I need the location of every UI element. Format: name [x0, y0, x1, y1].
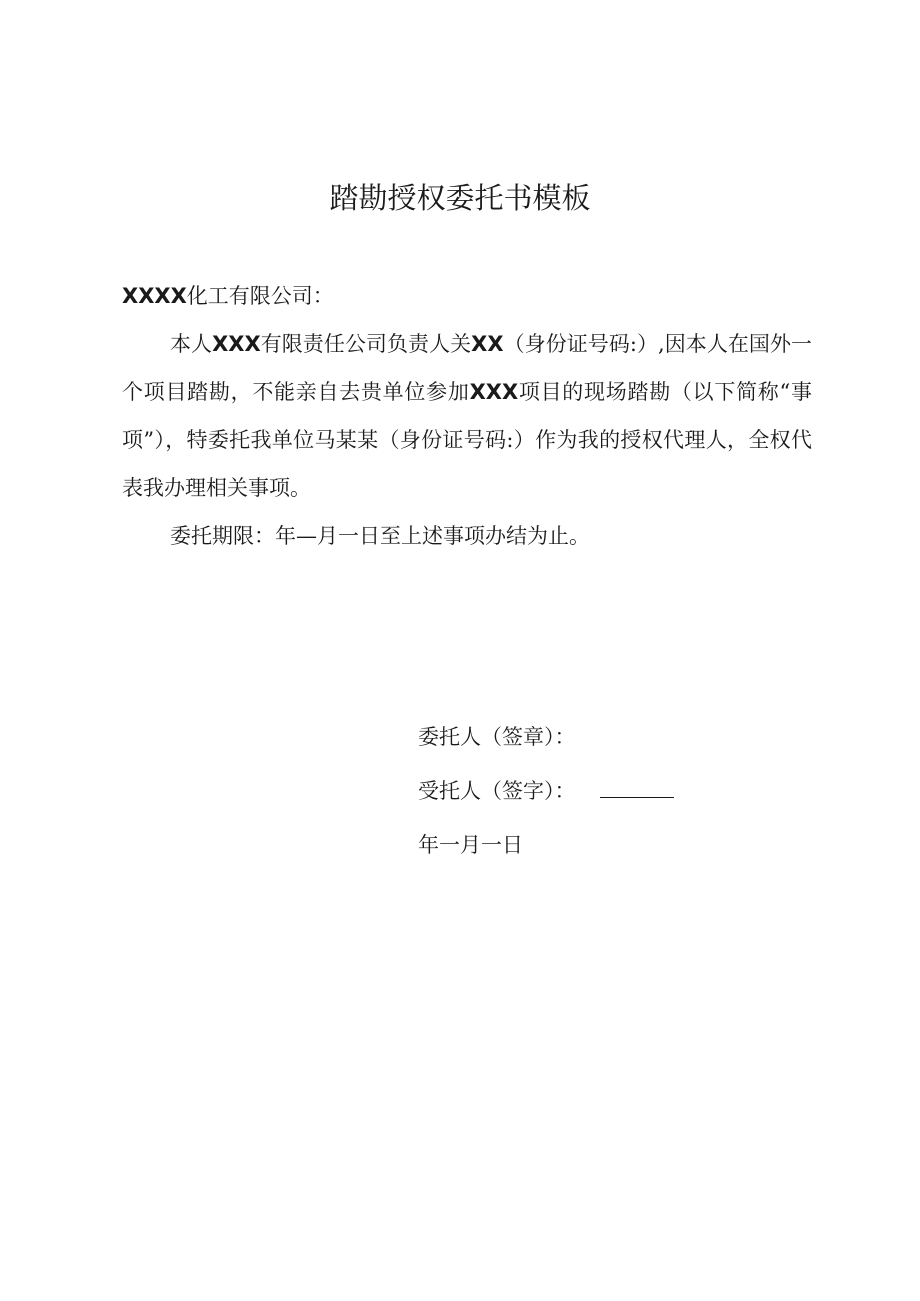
para1-text-3: （身份证号码:）,因本人在国外一个项目踏勘，不能亲自去贵单位参加 [122, 332, 813, 404]
signature-date: 年一月一日 [418, 833, 523, 857]
para1-placeholder-company: XXX [212, 332, 261, 356]
agent-label: 受托人（签字）： [418, 779, 576, 803]
body-paragraph-1 [122, 320, 812, 512]
para1-text-1: 本人 [170, 332, 213, 356]
principal-label: 委托人（签章）： [418, 725, 576, 749]
signature-blank [600, 779, 674, 798]
body-paragraph-2 [122, 512, 812, 560]
para1-placeholder-project: XXX [469, 380, 519, 404]
para1-text-2: 有限责任公司负责人关 [260, 332, 472, 356]
salutation [122, 272, 812, 320]
principal-signature-line [418, 720, 576, 754]
entrust-period: 委托期限：年—月一日至上述事项办结为止。 [170, 524, 590, 548]
agent-signature-line [418, 774, 674, 808]
salutation-company-code: XXXX [122, 284, 187, 308]
salutation-company-name: 化工有限公司： [186, 284, 334, 308]
para1-placeholder-name: XX [471, 332, 504, 356]
para1-text-4: 项目的现场踏勘（以下简称“事项”），特委托我单位马某某（身份证号码:）作为我的授权代理人，全权代表我办理相关事项。 [122, 380, 812, 500]
document-title: 踏勘授权委托书模板 [329, 181, 591, 215]
